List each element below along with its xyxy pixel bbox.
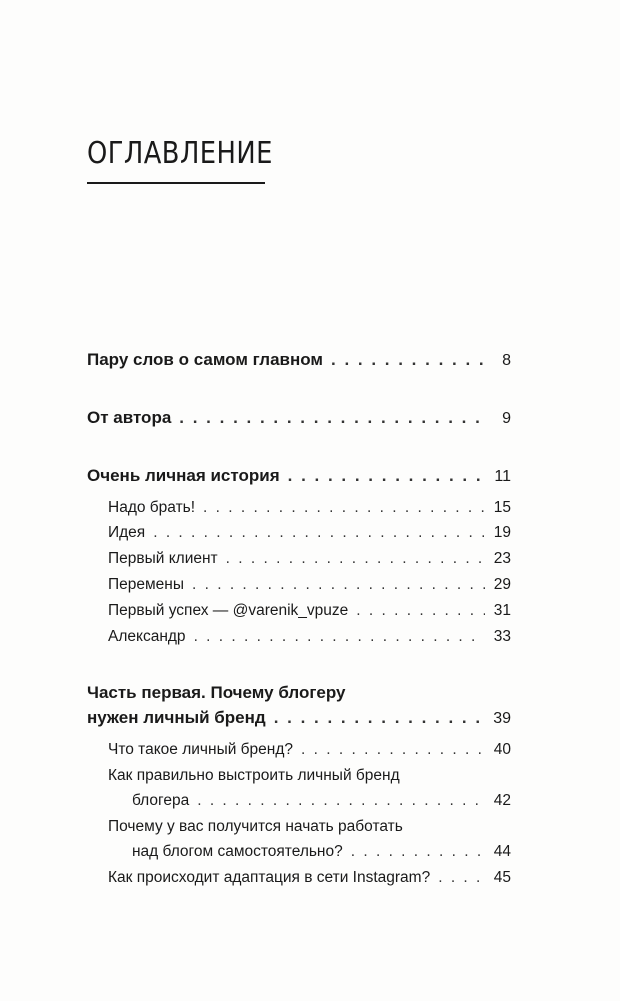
toc-entry-label: над блогом самостоятельно?: [132, 843, 343, 860]
toc-entry-label-line1: Как правильно выстроить личный бренд: [108, 767, 400, 784]
toc-page-number: 31: [493, 602, 511, 619]
toc-entry[interactable]: [87, 350, 511, 374]
dot-leader: [351, 843, 485, 861]
toc-page-number: 42: [493, 792, 511, 809]
toc-subentry[interactable]: [108, 869, 511, 893]
toc-entry-label: Как происходит адаптация в сети Instagram?: [108, 869, 431, 886]
page-title: ОГЛАВЛЕНИЕ: [87, 136, 273, 171]
toc-page-number: 8: [502, 352, 511, 369]
dot-leader: [438, 869, 485, 887]
toc-subentry[interactable]: [132, 792, 511, 816]
toc-entry[interactable]: [87, 708, 511, 732]
toc-subentry[interactable]: [108, 602, 511, 626]
dot-leader: [301, 741, 485, 759]
toc-subentry[interactable]: [108, 576, 511, 600]
toc-entry-label: От автора: [87, 408, 172, 427]
toc-page-number: 44: [493, 843, 511, 860]
toc-page-number: 33: [493, 628, 511, 645]
dot-leader: [331, 350, 485, 370]
toc-entry-label: Идея: [108, 524, 146, 541]
toc-subentry[interactable]: [108, 741, 511, 765]
toc-entry-label: Что такое личный бренд?: [108, 741, 294, 758]
toc-entry[interactable]: [87, 408, 511, 432]
toc-subentry[interactable]: [108, 550, 511, 574]
toc-page-number: 11: [494, 468, 511, 485]
toc-subentry[interactable]: [132, 843, 511, 867]
toc-subentry[interactable]: [108, 524, 511, 548]
toc-page-number: 19: [493, 524, 511, 541]
toc-page-number: 40: [493, 741, 511, 758]
dot-leader: [226, 550, 485, 568]
toc-page-number: 15: [493, 499, 511, 516]
toc-entry-label-line1: Часть первая. Почему блогеру: [87, 683, 346, 702]
toc-entry-label: Александр: [108, 628, 186, 645]
dot-leader: [288, 466, 485, 486]
toc-page-number: 23: [493, 550, 511, 567]
dot-leader: [197, 792, 485, 810]
toc-entry-label: Первый клиент: [108, 550, 218, 567]
toc-page-number: 39: [493, 710, 511, 727]
toc-page-number: 29: [493, 576, 511, 593]
dot-leader: [203, 499, 485, 517]
dot-leader: [194, 628, 485, 646]
toc-subentry[interactable]: [108, 499, 511, 523]
toc-entry-label: Перемены: [108, 576, 184, 593]
toc-subentry[interactable]: [108, 628, 511, 652]
dot-leader: [192, 576, 485, 594]
dot-leader: [356, 602, 485, 620]
toc-entry-label: Надо брать!: [108, 499, 196, 516]
toc-entry-label-line1: Почему у вас получится начать работать: [108, 818, 403, 835]
toc-entry[interactable]: [87, 466, 511, 490]
dot-leader: [274, 708, 485, 728]
toc-page-number: 9: [502, 410, 511, 427]
toc-entry-label: Первый успех — @varenik_vpuze: [108, 602, 349, 619]
dot-leader: [153, 524, 485, 542]
toc-entry-label: блогера: [132, 792, 190, 809]
dot-leader: [179, 408, 485, 428]
toc-entry-label: Пару слов о самом главном: [87, 350, 323, 369]
toc-entry-label: Очень личная история: [87, 466, 280, 485]
toc-entry-label: нужен личный бренд: [87, 708, 266, 727]
toc-page-number: 45: [493, 869, 511, 886]
